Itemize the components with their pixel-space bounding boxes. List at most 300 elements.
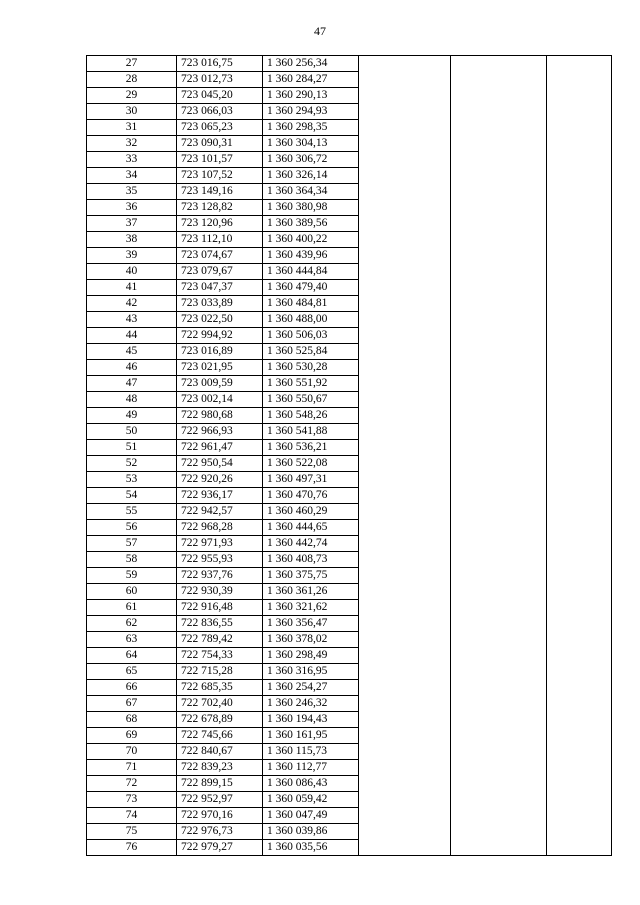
empty-cell [547, 104, 612, 120]
y-coordinate-cell: 1 360 035,56 [263, 840, 359, 856]
table-row [87, 408, 612, 424]
x-coordinate-cell: 722 968,28 [177, 520, 263, 536]
empty-cell [359, 200, 451, 216]
x-coordinate-cell: 722 789,42 [177, 632, 263, 648]
x-coordinate-cell: 722 916,48 [177, 600, 263, 616]
point-number-cell: 45 [87, 344, 177, 360]
empty-cell [547, 824, 612, 840]
empty-cell [359, 152, 451, 168]
y-coordinate-cell: 1 360 115,73 [263, 744, 359, 760]
empty-cell [359, 408, 451, 424]
empty-cell [359, 104, 451, 120]
empty-cell [359, 264, 451, 280]
empty-cell [359, 440, 451, 456]
point-number-cell: 55 [87, 504, 177, 520]
empty-cell [547, 488, 612, 504]
empty-cell [451, 232, 547, 248]
table-row [87, 424, 612, 440]
empty-cell [547, 88, 612, 104]
y-coordinate-cell: 1 360 497,31 [263, 472, 359, 488]
table-row [87, 152, 612, 168]
x-coordinate-cell: 723 016,75 [177, 56, 263, 72]
empty-cell [547, 456, 612, 472]
x-coordinate-cell: 722 936,17 [177, 488, 263, 504]
point-number-cell: 63 [87, 632, 177, 648]
y-coordinate-cell: 1 360 304,13 [263, 136, 359, 152]
x-coordinate-cell: 722 961,47 [177, 440, 263, 456]
y-coordinate-cell: 1 360 439,96 [263, 248, 359, 264]
empty-cell [359, 664, 451, 680]
empty-cell [359, 808, 451, 824]
table-row [87, 296, 612, 312]
empty-cell [547, 744, 612, 760]
point-number-cell: 60 [87, 584, 177, 600]
empty-cell [451, 824, 547, 840]
empty-cell [451, 216, 547, 232]
empty-cell [359, 696, 451, 712]
empty-cell [359, 184, 451, 200]
y-coordinate-cell: 1 360 246,32 [263, 696, 359, 712]
empty-cell [547, 792, 612, 808]
empty-cell [359, 120, 451, 136]
coordinates-table-body [87, 56, 612, 856]
table-row [87, 104, 612, 120]
empty-cell [547, 184, 612, 200]
point-number-cell: 76 [87, 840, 177, 856]
y-coordinate-cell: 1 360 298,49 [263, 648, 359, 664]
x-coordinate-cell: 722 937,76 [177, 568, 263, 584]
x-coordinate-cell: 723 045,20 [177, 88, 263, 104]
x-coordinate-cell: 722 979,27 [177, 840, 263, 856]
table-row [87, 520, 612, 536]
point-number-cell: 38 [87, 232, 177, 248]
empty-cell [359, 504, 451, 520]
empty-cell [547, 280, 612, 296]
table-row [87, 440, 612, 456]
y-coordinate-cell: 1 360 361,26 [263, 584, 359, 600]
empty-cell [451, 408, 547, 424]
empty-cell [359, 232, 451, 248]
table-row [87, 120, 612, 136]
table-row [87, 728, 612, 744]
empty-cell [451, 104, 547, 120]
empty-cell [451, 200, 547, 216]
table-row [87, 744, 612, 760]
empty-cell [451, 504, 547, 520]
point-number-cell: 34 [87, 168, 177, 184]
y-coordinate-cell: 1 360 316,95 [263, 664, 359, 680]
x-coordinate-cell: 723 065,23 [177, 120, 263, 136]
y-coordinate-cell: 1 360 194,43 [263, 712, 359, 728]
empty-cell [451, 776, 547, 792]
x-coordinate-cell: 722 952,97 [177, 792, 263, 808]
x-coordinate-cell: 722 836,55 [177, 616, 263, 632]
empty-cell [359, 328, 451, 344]
point-number-cell: 27 [87, 56, 177, 72]
table-row [87, 840, 612, 856]
empty-cell [451, 840, 547, 856]
x-coordinate-cell: 722 950,54 [177, 456, 263, 472]
empty-cell [547, 664, 612, 680]
empty-cell [451, 280, 547, 296]
table-row [87, 792, 612, 808]
point-number-cell: 68 [87, 712, 177, 728]
table-row [87, 776, 612, 792]
point-number-cell: 50 [87, 424, 177, 440]
point-number-cell: 51 [87, 440, 177, 456]
x-coordinate-cell: 722 702,40 [177, 696, 263, 712]
empty-cell [451, 328, 547, 344]
empty-cell [547, 728, 612, 744]
empty-cell [451, 344, 547, 360]
empty-cell [547, 56, 612, 72]
table-row [87, 248, 612, 264]
empty-cell [451, 488, 547, 504]
table-row [87, 472, 612, 488]
y-coordinate-cell: 1 360 484,81 [263, 296, 359, 312]
empty-cell [359, 632, 451, 648]
y-coordinate-cell: 1 360 530,28 [263, 360, 359, 376]
empty-cell [359, 168, 451, 184]
empty-cell [359, 792, 451, 808]
empty-cell [547, 72, 612, 88]
point-number-cell: 57 [87, 536, 177, 552]
x-coordinate-cell: 723 101,57 [177, 152, 263, 168]
empty-cell [451, 760, 547, 776]
y-coordinate-cell: 1 360 086,43 [263, 776, 359, 792]
y-coordinate-cell: 1 360 444,84 [263, 264, 359, 280]
empty-cell [451, 456, 547, 472]
y-coordinate-cell: 1 360 525,84 [263, 344, 359, 360]
y-coordinate-cell: 1 360 112,77 [263, 760, 359, 776]
empty-cell [451, 152, 547, 168]
empty-cell [359, 344, 451, 360]
empty-cell [451, 792, 547, 808]
table-row [87, 56, 612, 72]
empty-cell [451, 136, 547, 152]
table-row [87, 456, 612, 472]
empty-cell [451, 744, 547, 760]
table-row [87, 504, 612, 520]
empty-cell [547, 632, 612, 648]
y-coordinate-cell: 1 360 356,47 [263, 616, 359, 632]
empty-cell [359, 376, 451, 392]
empty-cell [359, 488, 451, 504]
y-coordinate-cell: 1 360 389,56 [263, 216, 359, 232]
y-coordinate-cell: 1 360 488,00 [263, 312, 359, 328]
y-coordinate-cell: 1 360 522,08 [263, 456, 359, 472]
point-number-cell: 67 [87, 696, 177, 712]
table-row [87, 376, 612, 392]
table-row [87, 280, 612, 296]
x-coordinate-cell: 723 066,03 [177, 104, 263, 120]
table-row [87, 680, 612, 696]
table-row [87, 536, 612, 552]
y-coordinate-cell: 1 360 321,62 [263, 600, 359, 616]
x-coordinate-cell: 722 970,16 [177, 808, 263, 824]
table-row [87, 648, 612, 664]
table-row [87, 824, 612, 840]
point-number-cell: 65 [87, 664, 177, 680]
empty-cell [359, 88, 451, 104]
point-number-cell: 29 [87, 88, 177, 104]
point-number-cell: 32 [87, 136, 177, 152]
empty-cell [547, 376, 612, 392]
page-number: 47 [314, 24, 326, 38]
point-number-cell: 43 [87, 312, 177, 328]
y-coordinate-cell: 1 360 442,74 [263, 536, 359, 552]
empty-cell [359, 216, 451, 232]
point-number-cell: 64 [87, 648, 177, 664]
y-coordinate-cell: 1 360 375,75 [263, 568, 359, 584]
x-coordinate-cell: 723 033,89 [177, 296, 263, 312]
x-coordinate-cell: 722 685,35 [177, 680, 263, 696]
empty-cell [359, 456, 451, 472]
empty-cell [451, 808, 547, 824]
x-coordinate-cell: 723 021,95 [177, 360, 263, 376]
empty-cell [451, 664, 547, 680]
table-row [87, 328, 612, 344]
empty-cell [359, 472, 451, 488]
empty-cell [547, 568, 612, 584]
point-number-cell: 72 [87, 776, 177, 792]
table-row [87, 664, 612, 680]
empty-cell [547, 296, 612, 312]
empty-cell [547, 312, 612, 328]
y-coordinate-cell: 1 360 506,03 [263, 328, 359, 344]
empty-cell [359, 776, 451, 792]
table-row [87, 264, 612, 280]
x-coordinate-cell: 722 966,93 [177, 424, 263, 440]
empty-cell [547, 760, 612, 776]
empty-cell [359, 712, 451, 728]
point-number-cell: 73 [87, 792, 177, 808]
table-row [87, 168, 612, 184]
empty-cell [547, 200, 612, 216]
empty-cell [451, 536, 547, 552]
empty-cell [451, 552, 547, 568]
table-row [87, 184, 612, 200]
x-coordinate-cell: 722 754,33 [177, 648, 263, 664]
empty-cell [547, 392, 612, 408]
y-coordinate-cell: 1 360 444,65 [263, 520, 359, 536]
point-number-cell: 28 [87, 72, 177, 88]
empty-cell [547, 840, 612, 856]
empty-cell [359, 824, 451, 840]
y-coordinate-cell: 1 360 551,92 [263, 376, 359, 392]
empty-cell [451, 600, 547, 616]
empty-cell [547, 504, 612, 520]
empty-cell [547, 552, 612, 568]
y-coordinate-cell: 1 360 408,73 [263, 552, 359, 568]
empty-cell [359, 536, 451, 552]
point-number-cell: 49 [87, 408, 177, 424]
x-coordinate-cell: 723 107,52 [177, 168, 263, 184]
empty-cell [451, 376, 547, 392]
y-coordinate-cell: 1 360 306,72 [263, 152, 359, 168]
point-number-cell: 54 [87, 488, 177, 504]
empty-cell [547, 168, 612, 184]
y-coordinate-cell: 1 360 047,49 [263, 808, 359, 824]
empty-cell [451, 680, 547, 696]
y-coordinate-cell: 1 360 470,76 [263, 488, 359, 504]
empty-cell [451, 56, 547, 72]
x-coordinate-cell: 723 016,89 [177, 344, 263, 360]
point-number-cell: 70 [87, 744, 177, 760]
empty-cell [547, 360, 612, 376]
y-coordinate-cell: 1 360 541,88 [263, 424, 359, 440]
empty-cell [359, 616, 451, 632]
x-coordinate-cell: 723 079,67 [177, 264, 263, 280]
x-coordinate-cell: 722 745,66 [177, 728, 263, 744]
empty-cell [451, 440, 547, 456]
empty-cell [547, 584, 612, 600]
empty-cell [547, 440, 612, 456]
empty-cell [547, 136, 612, 152]
y-coordinate-cell: 1 360 290,13 [263, 88, 359, 104]
empty-cell [359, 568, 451, 584]
empty-cell [359, 136, 451, 152]
empty-cell [359, 744, 451, 760]
empty-cell [451, 312, 547, 328]
x-coordinate-cell: 722 942,57 [177, 504, 263, 520]
x-coordinate-cell: 723 128,82 [177, 200, 263, 216]
empty-cell [451, 632, 547, 648]
empty-cell [359, 392, 451, 408]
empty-cell [547, 152, 612, 168]
point-number-cell: 75 [87, 824, 177, 840]
empty-cell [451, 520, 547, 536]
empty-cell [451, 568, 547, 584]
empty-cell [359, 840, 451, 856]
y-coordinate-cell: 1 360 326,14 [263, 168, 359, 184]
table-row [87, 136, 612, 152]
table-row [87, 568, 612, 584]
empty-cell [547, 328, 612, 344]
x-coordinate-cell: 722 980,68 [177, 408, 263, 424]
table-row [87, 392, 612, 408]
y-coordinate-cell: 1 360 161,95 [263, 728, 359, 744]
point-number-cell: 37 [87, 216, 177, 232]
empty-cell [451, 712, 547, 728]
empty-cell [547, 408, 612, 424]
y-coordinate-cell: 1 360 294,93 [263, 104, 359, 120]
point-number-cell: 40 [87, 264, 177, 280]
x-coordinate-cell: 722 839,23 [177, 760, 263, 776]
y-coordinate-cell: 1 360 479,40 [263, 280, 359, 296]
point-number-cell: 42 [87, 296, 177, 312]
empty-cell [359, 552, 451, 568]
table-row [87, 344, 612, 360]
x-coordinate-cell: 723 112,10 [177, 232, 263, 248]
y-coordinate-cell: 1 360 298,35 [263, 120, 359, 136]
point-number-cell: 48 [87, 392, 177, 408]
empty-cell [547, 472, 612, 488]
table-row [87, 760, 612, 776]
empty-cell [451, 296, 547, 312]
empty-cell [547, 264, 612, 280]
y-coordinate-cell: 1 360 400,22 [263, 232, 359, 248]
table-row [87, 616, 612, 632]
empty-cell [451, 168, 547, 184]
empty-cell [451, 392, 547, 408]
x-coordinate-cell: 723 074,67 [177, 248, 263, 264]
empty-cell [547, 712, 612, 728]
y-coordinate-cell: 1 360 364,34 [263, 184, 359, 200]
x-coordinate-cell: 722 971,93 [177, 536, 263, 552]
y-coordinate-cell: 1 360 380,98 [263, 200, 359, 216]
empty-cell [359, 248, 451, 264]
point-number-cell: 53 [87, 472, 177, 488]
empty-cell [451, 584, 547, 600]
empty-cell [359, 520, 451, 536]
empty-cell [451, 360, 547, 376]
empty-cell [547, 776, 612, 792]
point-number-cell: 47 [87, 376, 177, 392]
point-number-cell: 61 [87, 600, 177, 616]
table-row [87, 712, 612, 728]
x-coordinate-cell: 723 120,96 [177, 216, 263, 232]
x-coordinate-cell: 723 002,14 [177, 392, 263, 408]
point-number-cell: 30 [87, 104, 177, 120]
x-coordinate-cell: 723 047,37 [177, 280, 263, 296]
point-number-cell: 33 [87, 152, 177, 168]
point-number-cell: 44 [87, 328, 177, 344]
x-coordinate-cell: 722 920,26 [177, 472, 263, 488]
y-coordinate-cell: 1 360 550,67 [263, 392, 359, 408]
empty-cell [547, 680, 612, 696]
empty-cell [547, 536, 612, 552]
y-coordinate-cell: 1 360 254,27 [263, 680, 359, 696]
table-row [87, 488, 612, 504]
y-coordinate-cell: 1 360 039,86 [263, 824, 359, 840]
empty-cell [451, 248, 547, 264]
point-number-cell: 58 [87, 552, 177, 568]
point-number-cell: 59 [87, 568, 177, 584]
y-coordinate-cell: 1 360 059,42 [263, 792, 359, 808]
empty-cell [547, 344, 612, 360]
table-row [87, 808, 612, 824]
empty-cell [547, 696, 612, 712]
y-coordinate-cell: 1 360 256,34 [263, 56, 359, 72]
x-coordinate-cell: 723 012,73 [177, 72, 263, 88]
table-row [87, 88, 612, 104]
table-row [87, 72, 612, 88]
empty-cell [547, 808, 612, 824]
empty-cell [451, 648, 547, 664]
empty-cell [359, 600, 451, 616]
empty-cell [451, 72, 547, 88]
x-coordinate-cell: 722 930,39 [177, 584, 263, 600]
empty-cell [359, 680, 451, 696]
x-coordinate-cell: 722 955,93 [177, 552, 263, 568]
table-row [87, 632, 612, 648]
empty-cell [359, 728, 451, 744]
empty-cell [359, 424, 451, 440]
empty-cell [451, 616, 547, 632]
empty-cell [547, 648, 612, 664]
x-coordinate-cell: 723 009,59 [177, 376, 263, 392]
y-coordinate-cell: 1 360 378,02 [263, 632, 359, 648]
empty-cell [451, 472, 547, 488]
empty-cell [547, 248, 612, 264]
point-number-cell: 35 [87, 184, 177, 200]
table-row [87, 584, 612, 600]
point-number-cell: 56 [87, 520, 177, 536]
empty-cell [359, 584, 451, 600]
y-coordinate-cell: 1 360 284,27 [263, 72, 359, 88]
point-number-cell: 69 [87, 728, 177, 744]
